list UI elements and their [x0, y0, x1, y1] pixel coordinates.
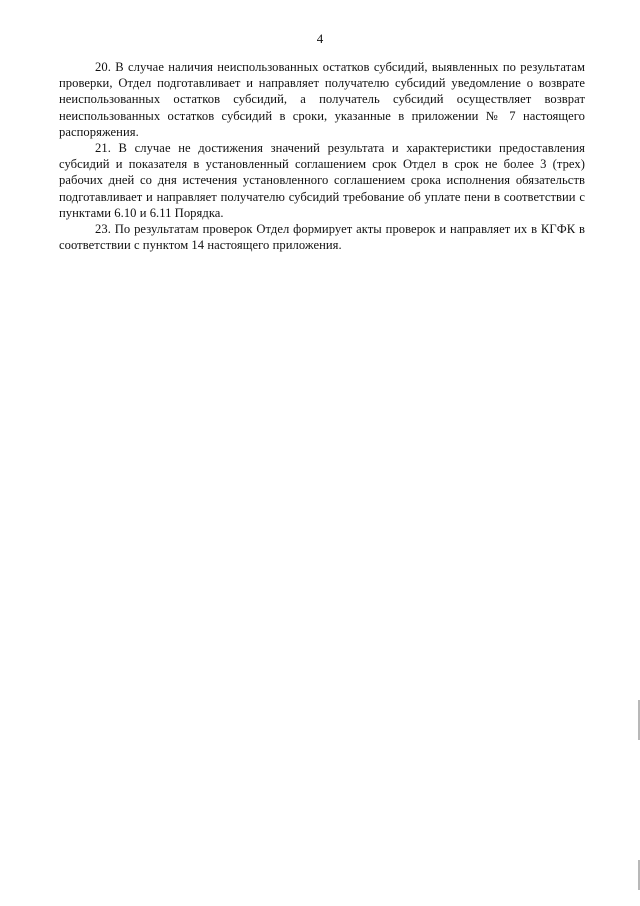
paragraph-20: 20. В случае наличия неиспользованных остатков субсидий, выявленных по результатам проверки, Отдел подготавливает и направляет получателю субсидий уведомление о возврате неиспользованных остатков субсидий, а получатель субсидий осуществляет возврат неиспользованных остатков субсидий в сроки, указанные в приложении № 7 настоящего распоряжения.	[59, 60, 585, 139]
paragraph-21: 21. В случае не достижения значений результата и характеристики предоставления субсидий и показателя в установленный соглашением срок Отдел в срок не более 3 (трех) рабочих дней со дня истечения установленного соглашением срока исполнения обязательств подготавливает и направляет получателю субсидий требование об уплате пени в соответствии с пунктами 6.10 и 6.11 Порядка.	[59, 141, 585, 220]
page-number: 4	[316, 31, 324, 46]
paragraph-23: 23. По результатам проверок Отдел формирует акты проверок и направляет их в КГФК в соответствии с пунктом 14 настоящего приложения.	[59, 222, 585, 253]
document-body	[59, 59, 585, 253]
